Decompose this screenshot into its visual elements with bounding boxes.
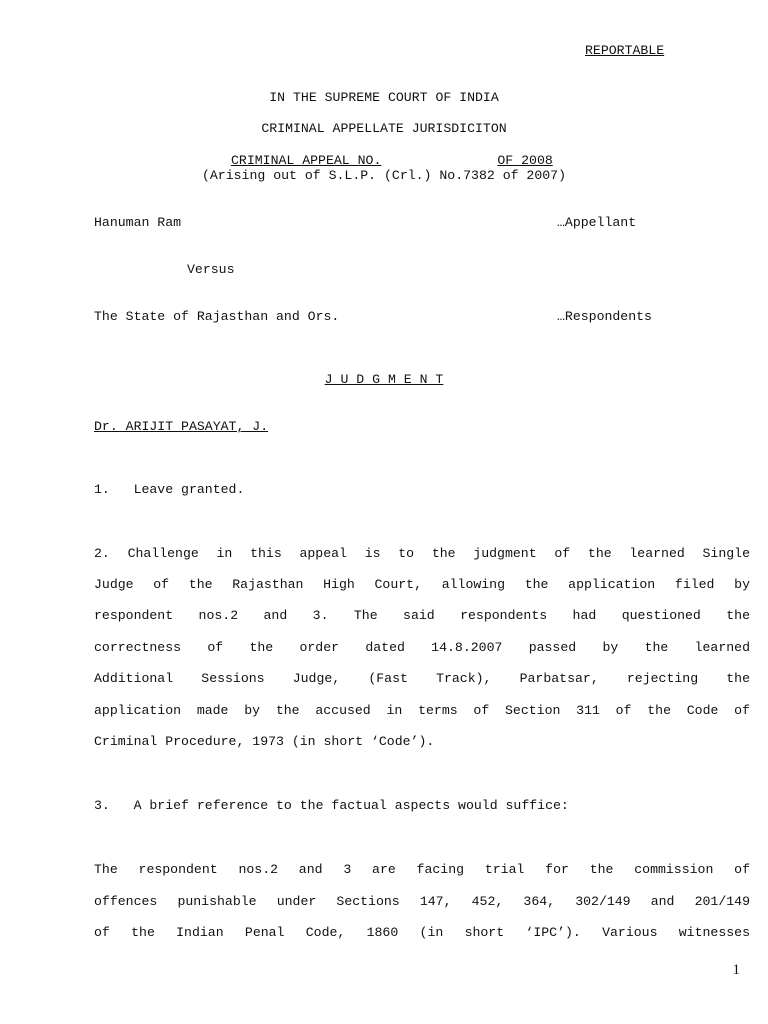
appellant-name: Hanuman Ram xyxy=(94,215,182,230)
paragraph-4-line: of the Indian Penal Code, 1860 (in short ‘IPC’). Various witnesses xyxy=(94,925,750,940)
paragraph-2-line: 2. Challenge in this appeal is to the judgment of the learned Single xyxy=(94,546,750,561)
paragraph-2-last-line: Criminal Procedure, 1973 (in short ‘Code’). xyxy=(94,734,435,749)
judgment-heading: J U D G M E N T xyxy=(324,372,444,387)
page-number: 1 xyxy=(732,962,740,978)
paragraph-2-line: respondent nos.2 and 3. The said respondents had questioned the xyxy=(94,608,750,623)
paragraph-3: 3. A brief reference to the factual aspects would suffice: xyxy=(94,798,569,813)
paragraph-2-line: correctness of the order dated 14.8.2007 passed by the learned xyxy=(94,640,750,655)
paragraph-4-line: offences punishable under Sections 147, 452, 364, 302/149 and 201/149 xyxy=(94,894,750,909)
court-title: IN THE SUPREME COURT OF INDIA xyxy=(269,90,499,105)
respondent-role: …Respondents xyxy=(557,309,652,324)
appellant-role: …Appellant xyxy=(557,215,637,230)
respondent-name: The State of Rajasthan and Ors. xyxy=(94,309,340,324)
appeal-number-line xyxy=(231,153,553,169)
paragraph-2-line: application made by the accused in terms of Section 311 of the Code of xyxy=(94,703,750,718)
appeal-suffix: OF 2008 xyxy=(497,153,553,168)
judge-name: Dr. ARIJIT PASAYAT, J. xyxy=(94,419,269,434)
appeal-prefix: CRIMINAL APPEAL NO. xyxy=(231,153,382,168)
arising-line: (Arising out of S.L.P. (Crl.) No.7382 of 2007) xyxy=(201,168,567,183)
reportable-label: REPORTABLE xyxy=(585,43,665,58)
paragraph-2-line: Additional Sessions Judge, (Fast Track), Parbatsar, rejecting the xyxy=(94,671,750,686)
paragraph-4-line: The respondent nos.2 and 3 are facing trial for the commission of xyxy=(94,862,750,877)
versus-label: Versus xyxy=(187,262,235,277)
paragraph-2-line: Judge of the Rajasthan High Court, allowing the application filed by xyxy=(94,577,750,592)
paragraph-1: 1. Leave granted. xyxy=(94,482,245,497)
jurisdiction-title: CRIMINAL APPELLATE JURISDICITON xyxy=(261,121,507,136)
